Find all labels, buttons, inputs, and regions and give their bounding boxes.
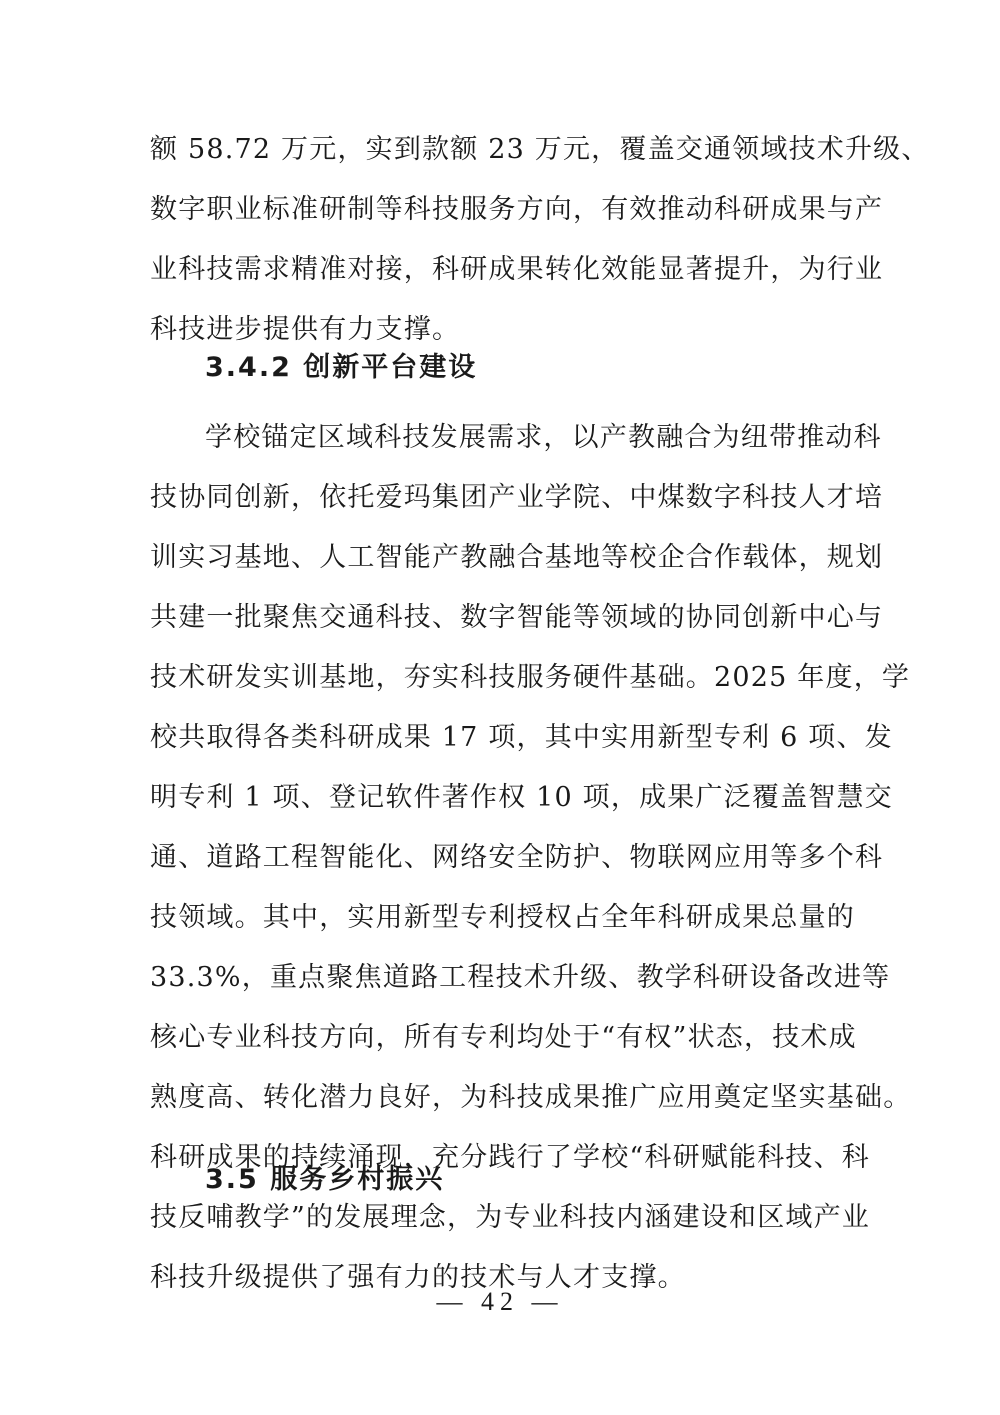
body-text-line: 额 58.72 万元，实到款额 23 万元，覆盖交通领域技术升级、: [150, 134, 930, 165]
body-text-line: 科技进步提供有力支撑。: [150, 314, 461, 345]
body-text-line: 技反哺教学”的发展理念，为专业科技内涵建设和区域产业: [150, 1202, 871, 1233]
section-heading-3-5: 3.5 服务乡村振兴: [205, 1164, 445, 1195]
body-text-line: 技领域。其中，实用新型专利授权占全年科研成果总量的: [150, 902, 855, 933]
body-text-line: 熟度高、转化潜力良好，为科技成果推广应用奠定坚实基础。: [150, 1082, 912, 1113]
body-text-line: 学校锚定区域科技发展需求，以产教融合为纽带推动科: [205, 422, 882, 453]
body-text-line: 通、道路工程智能化、网络安全防护、物联网应用等多个科: [150, 842, 884, 873]
body-text-line: 校共取得各类科研成果 17 项，其中实用新型专利 6 项、发: [150, 722, 893, 753]
body-text-line: 共建一批聚焦交通科技、数字智能等领域的协同创新中心与: [150, 602, 884, 633]
body-text-line: 业科技需求精准对接，科研成果转化效能显著提升，为行业: [150, 254, 884, 285]
page-number: — 42 —: [436, 1287, 564, 1316]
body-text-line: 数字职业标准研制等科技服务方向，有效推动科研成果与产: [150, 194, 884, 225]
body-text-line: 技术研发实训基地，夯实科技服务硬件基础。2025 年度，学: [150, 662, 911, 693]
body-text-line: 技协同创新，依托爱玛集团产业学院、中煤数字科技人才培: [150, 482, 884, 513]
body-text-line: 训实习基地、人工智能产教融合基地等校企合作载体，规划: [150, 542, 884, 573]
body-text-line: 33.3%，重点聚焦道路工程技术升级、教学科研设备改进等: [150, 962, 891, 993]
body-text-line: 核心专业科技方向，所有专利均处于“有权”状态，技术成: [150, 1022, 857, 1053]
section-heading-3-4-2: 3.4.2 创新平台建设: [205, 352, 478, 383]
body-text-line: 科研成果的持续涌现，充分践行了学校“科研赋能科技、科: [150, 1142, 871, 1173]
body-text-line: 明专利 1 项、登记软件著作权 10 项，成果广泛覆盖智慧交: [150, 782, 893, 813]
body-text-line: 科技升级提供了强有力的技术与人才支撑。: [150, 1262, 686, 1293]
